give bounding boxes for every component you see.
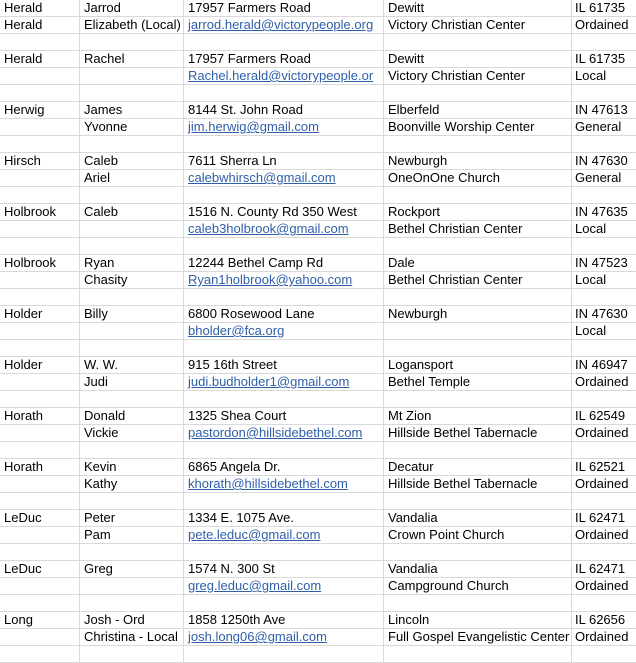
last-name-cell[interactable] [0, 238, 80, 254]
last-name-cell[interactable]: Holder [0, 357, 80, 373]
table-row [0, 306, 636, 323]
address-email-cell[interactable]: judi.budholder1@gmail.com [184, 374, 384, 390]
state-status-cell[interactable] [572, 544, 636, 560]
city-church-cell[interactable] [384, 238, 572, 254]
address-email-cell[interactable]: caleb3holbrook@gmail.com [184, 221, 384, 237]
table-row [0, 629, 636, 646]
table-row [0, 0, 636, 17]
address-email-cell[interactable]: 6865 Angela Dr. [184, 459, 384, 475]
city-church-cell[interactable] [384, 646, 572, 662]
city-church-cell[interactable]: Hillside Bethel Tabernacle [384, 425, 572, 441]
state-status-cell[interactable]: Ordained [575, 17, 629, 32]
address-email-cell[interactable] [184, 85, 384, 101]
address-email-cell[interactable]: 17957 Farmers Road [184, 0, 384, 16]
last-name-cell[interactable] [0, 136, 80, 152]
table-row [0, 561, 636, 578]
last-name-cell[interactable] [0, 425, 80, 441]
city-church-cell[interactable]: Campground Church [384, 578, 572, 594]
first-name-cell[interactable]: Donald [80, 408, 184, 424]
state-status-cell[interactable]: Local [575, 221, 607, 236]
state-status-cell[interactable]: Ordained [575, 425, 629, 440]
table-row [0, 646, 636, 663]
city-church-cell[interactable] [384, 34, 572, 50]
address-email-cell[interactable] [184, 289, 384, 305]
address-email-cell[interactable]: 1516 N. County Rd 350 West [184, 204, 384, 220]
table-row [0, 391, 636, 408]
table-row [0, 51, 636, 68]
last-name-cell[interactable]: Long [0, 612, 80, 628]
city-church-cell[interactable]: Boonville Worship Center [384, 119, 572, 135]
last-name-cell[interactable] [0, 527, 80, 543]
state-status-cell[interactable]: Local [575, 323, 607, 338]
city-church-cell[interactable]: Mt Zion [384, 408, 572, 424]
last-name-cell[interactable]: Herwig [0, 102, 80, 118]
last-name-cell[interactable]: Holbrook [0, 204, 80, 220]
city-church-cell[interactable]: Hillside Bethel Tabernacle [384, 476, 572, 492]
table-row [0, 17, 636, 34]
table-row [0, 323, 636, 340]
table-row [0, 493, 636, 510]
last-name-cell[interactable] [0, 629, 80, 645]
table-row [0, 102, 636, 119]
state-status-cell[interactable] [572, 442, 636, 458]
state-status-cell[interactable]: IN 46947 [575, 357, 628, 372]
first-name-cell[interactable]: Rachel [80, 51, 184, 67]
city-church-cell[interactable] [384, 85, 572, 101]
first-name-cell[interactable] [80, 289, 184, 305]
table-row [0, 289, 636, 306]
city-church-cell[interactable]: Vandalia [384, 561, 572, 577]
first-name-cell[interactable]: Jarrod [80, 0, 184, 16]
state-status-cell[interactable]: IL 62549 [575, 408, 626, 423]
table-row [0, 459, 636, 476]
table-row [0, 340, 636, 357]
table-row [0, 238, 636, 255]
city-church-cell[interactable]: Crown Point Church [384, 527, 572, 543]
table-row [0, 34, 636, 51]
state-status-cell[interactable]: Local [575, 68, 607, 83]
state-status-cell[interactable] [572, 646, 636, 662]
state-status-cell[interactable]: IL 61735 [575, 0, 626, 15]
table-row [0, 544, 636, 561]
table-row [0, 425, 636, 442]
state-status-cell[interactable] [572, 340, 636, 356]
city-church-cell[interactable]: Logansport [384, 357, 572, 373]
table-row [0, 595, 636, 612]
address-email-cell[interactable]: 6800 Rosewood Lane [184, 306, 384, 322]
address-email-cell[interactable]: bholder@fca.org [184, 323, 384, 339]
city-church-cell[interactable]: Lincoln [384, 612, 572, 628]
city-church-cell[interactable] [384, 493, 572, 509]
address-email-cell[interactable] [184, 391, 384, 407]
state-status-cell[interactable] [572, 595, 636, 611]
first-name-cell[interactable] [80, 578, 184, 594]
address-email-cell[interactable]: 1325 Shea Court [184, 408, 384, 424]
table-row [0, 510, 636, 527]
city-church-cell[interactable]: Decatur [384, 459, 572, 475]
table-row [0, 187, 636, 204]
state-status-cell[interactable]: IN 47523 [575, 255, 628, 270]
address-email-cell[interactable]: 7611 Sherra Ln [184, 153, 384, 169]
address-email-cell[interactable]: Rachel.herald@victorypeople.or [184, 68, 384, 84]
table-row [0, 527, 636, 544]
table-row [0, 136, 636, 153]
table-row [0, 612, 636, 629]
state-status-cell[interactable] [572, 34, 636, 50]
table-row [0, 68, 636, 85]
address-email-cell[interactable] [184, 238, 384, 254]
last-name-cell[interactable]: LeDuc [0, 561, 80, 577]
last-name-cell[interactable] [0, 119, 80, 135]
address-email-cell[interactable] [184, 136, 384, 152]
city-church-cell[interactable]: Elberfeld [384, 102, 572, 118]
last-name-cell[interactable]: Horath [0, 408, 80, 424]
first-name-cell[interactable] [80, 136, 184, 152]
first-name-cell[interactable]: Judi [80, 374, 184, 390]
state-status-cell[interactable]: IN 47635 [575, 204, 628, 219]
state-status-cell[interactable]: Ordained [575, 629, 629, 644]
table-row [0, 476, 636, 493]
state-status-cell[interactable]: IL 61735 [575, 51, 626, 66]
state-status-cell[interactable]: IN 47630 [575, 153, 628, 168]
first-name-cell[interactable] [80, 442, 184, 458]
city-church-cell[interactable]: Bethel Christian Center [384, 272, 572, 288]
address-email-cell[interactable]: 8144 St. John Road [184, 102, 384, 118]
state-status-cell[interactable]: General [575, 170, 622, 185]
address-email-cell[interactable]: jim.herwig@gmail.com [184, 119, 384, 135]
first-name-cell[interactable]: Christina - Local [80, 629, 184, 645]
first-name-cell[interactable]: Kevin [80, 459, 184, 475]
first-name-cell[interactable] [80, 544, 184, 560]
last-name-cell[interactable]: Holbrook [0, 255, 80, 271]
city-church-cell[interactable]: Dale [384, 255, 572, 271]
table-row [0, 374, 636, 391]
city-church-cell[interactable] [384, 136, 572, 152]
table-row [0, 85, 636, 102]
first-name-cell[interactable] [80, 34, 184, 50]
first-name-cell[interactable] [80, 595, 184, 611]
state-status-cell[interactable]: Ordained [575, 476, 629, 491]
address-email-cell[interactable]: 1574 N. 300 St [184, 561, 384, 577]
last-name-cell[interactable] [0, 595, 80, 611]
last-name-cell[interactable]: Herald [0, 17, 80, 33]
first-name-cell[interactable]: Caleb [80, 204, 184, 220]
address-email-cell[interactable] [184, 442, 384, 458]
last-name-cell[interactable] [0, 391, 80, 407]
state-status-cell[interactable]: Ordained [575, 527, 629, 542]
city-church-cell[interactable] [384, 544, 572, 560]
state-status-cell[interactable] [572, 136, 636, 152]
last-name-cell[interactable]: Holder [0, 306, 80, 322]
city-church-cell[interactable]: Newburgh [384, 153, 572, 169]
first-name-cell[interactable]: Greg [80, 561, 184, 577]
last-name-cell[interactable] [0, 374, 80, 390]
last-name-cell[interactable] [0, 272, 80, 288]
table-row [0, 357, 636, 374]
last-name-cell[interactable] [0, 323, 80, 339]
first-name-cell[interactable] [80, 323, 184, 339]
table-row [0, 119, 636, 136]
table-row [0, 204, 636, 221]
last-name-cell[interactable]: Herald [0, 0, 80, 16]
address-email-cell[interactable] [184, 187, 384, 203]
address-email-cell[interactable] [184, 544, 384, 560]
first-name-cell[interactable] [80, 85, 184, 101]
address-email-cell[interactable]: 915 16th Street [184, 357, 384, 373]
address-email-cell[interactable] [184, 34, 384, 50]
last-name-cell[interactable]: LeDuc [0, 510, 80, 526]
city-church-cell[interactable]: Victory Christian Center [384, 17, 572, 33]
state-status-cell[interactable]: General [575, 119, 622, 134]
city-church-cell[interactable]: Dewitt [384, 51, 572, 67]
address-email-cell[interactable]: pete.leduc@gmail.com [184, 527, 384, 543]
first-name-cell[interactable]: Chasity [80, 272, 184, 288]
last-name-cell[interactable]: Horath [0, 459, 80, 475]
address-email-cell[interactable]: khorath@hillsidebethel.com [184, 476, 384, 492]
address-email-cell[interactable]: 12244 Bethel Camp Rd [184, 255, 384, 271]
last-name-cell[interactable] [0, 187, 80, 203]
state-status-cell[interactable]: IL 62471 [575, 561, 626, 576]
last-name-cell[interactable] [0, 289, 80, 305]
city-church-cell[interactable]: Bethel Christian Center [384, 221, 572, 237]
city-church-cell[interactable] [384, 289, 572, 305]
first-name-cell[interactable]: Kathy [80, 476, 184, 492]
address-email-cell[interactable] [184, 595, 384, 611]
first-name-cell[interactable]: Vickie [80, 425, 184, 441]
last-name-cell[interactable] [0, 476, 80, 492]
address-email-cell[interactable]: 1858 1250th Ave [184, 612, 384, 628]
table-row [0, 221, 636, 238]
table-row [0, 153, 636, 170]
table-row [0, 170, 636, 187]
last-name-cell[interactable] [0, 221, 80, 237]
city-church-cell[interactable] [384, 323, 572, 339]
state-status-cell[interactable]: IN 47613 [575, 102, 628, 117]
last-name-cell[interactable] [0, 442, 80, 458]
address-email-cell[interactable] [184, 493, 384, 509]
city-church-cell[interactable]: Full Gospel Evangelistic Center [384, 629, 572, 645]
last-name-cell[interactable] [0, 646, 80, 662]
last-name-cell[interactable] [0, 85, 80, 101]
last-name-cell[interactable] [0, 34, 80, 50]
last-name-cell[interactable] [0, 544, 80, 560]
state-status-cell[interactable]: Ordained [575, 578, 629, 593]
city-church-cell[interactable]: Victory Christian Center [384, 68, 572, 84]
last-name-cell[interactable]: Hirsch [0, 153, 80, 169]
address-email-cell[interactable]: josh.long06@gmail.com [184, 629, 384, 645]
city-church-cell[interactable]: Newburgh [384, 306, 572, 322]
first-name-cell[interactable] [80, 646, 184, 662]
state-status-cell[interactable]: IL 62521 [575, 459, 626, 474]
first-name-cell[interactable]: Billy [80, 306, 184, 322]
state-status-cell[interactable] [572, 391, 636, 407]
city-church-cell[interactable]: Dewitt [384, 0, 572, 16]
first-name-cell[interactable]: Caleb [80, 153, 184, 169]
last-name-cell[interactable] [0, 340, 80, 356]
state-status-cell[interactable] [572, 289, 636, 305]
table-row [0, 578, 636, 595]
last-name-cell[interactable] [0, 578, 80, 594]
address-email-cell[interactable] [184, 646, 384, 662]
state-status-cell[interactable] [572, 85, 636, 101]
first-name-cell[interactable]: W. W. [80, 357, 184, 373]
first-name-cell[interactable] [80, 493, 184, 509]
first-name-cell[interactable]: James [80, 102, 184, 118]
address-email-cell[interactable]: jarrod.herald@victorypeople.org [184, 17, 384, 33]
city-church-cell[interactable] [384, 442, 572, 458]
table-row [0, 255, 636, 272]
table-row [0, 408, 636, 425]
address-email-cell[interactable]: 17957 Farmers Road [184, 51, 384, 67]
state-status-cell[interactable] [572, 238, 636, 254]
city-church-cell[interactable]: OneOnOne Church [384, 170, 572, 186]
first-name-cell[interactable] [80, 187, 184, 203]
address-email-cell[interactable] [184, 340, 384, 356]
first-name-cell[interactable]: Ryan [80, 255, 184, 271]
address-email-cell[interactable]: calebwhirsch@gmail.com [184, 170, 384, 186]
table-row [0, 272, 636, 289]
first-name-cell[interactable] [80, 391, 184, 407]
city-church-cell[interactable] [384, 391, 572, 407]
city-church-cell[interactable]: Rockport [384, 204, 572, 220]
first-name-cell[interactable]: Josh - Ord [80, 612, 184, 628]
city-church-cell[interactable] [384, 340, 572, 356]
first-name-cell[interactable]: Ariel [80, 170, 184, 186]
first-name-cell[interactable]: Elizabeth (Local) [80, 17, 184, 33]
first-name-cell[interactable] [80, 221, 184, 237]
first-name-cell[interactable]: Pam [80, 527, 184, 543]
last-name-cell[interactable] [0, 493, 80, 509]
first-name-cell[interactable] [80, 68, 184, 84]
address-email-cell[interactable]: pastordon@hillsidebethel.com [184, 425, 384, 441]
city-church-cell[interactable] [384, 187, 572, 203]
address-email-cell[interactable]: Ryan1holbrook@yahoo.com [184, 272, 384, 288]
city-church-cell[interactable]: Bethel Temple [384, 374, 572, 390]
state-status-cell[interactable] [572, 187, 636, 203]
first-name-cell[interactable] [80, 340, 184, 356]
address-email-cell[interactable]: greg.leduc@gmail.com [184, 578, 384, 594]
city-church-cell[interactable]: Vandalia [384, 510, 572, 526]
state-status-cell[interactable]: IL 62471 [575, 510, 626, 525]
first-name-cell[interactable]: Peter [80, 510, 184, 526]
table-row [0, 442, 636, 459]
address-email-cell[interactable]: 1334 E. 1075 Ave. [184, 510, 384, 526]
state-status-cell[interactable]: IN 47630 [575, 306, 628, 321]
first-name-cell[interactable]: Yvonne [80, 119, 184, 135]
last-name-cell[interactable] [0, 170, 80, 186]
state-status-cell[interactable] [572, 493, 636, 509]
state-status-cell[interactable]: Local [575, 272, 607, 287]
last-name-cell[interactable]: Herald [0, 51, 80, 67]
first-name-cell[interactable] [80, 238, 184, 254]
state-status-cell[interactable]: IL 62656 [575, 612, 626, 627]
last-name-cell[interactable] [0, 68, 80, 84]
city-church-cell[interactable] [384, 595, 572, 611]
state-status-cell[interactable]: Ordained [575, 374, 629, 389]
